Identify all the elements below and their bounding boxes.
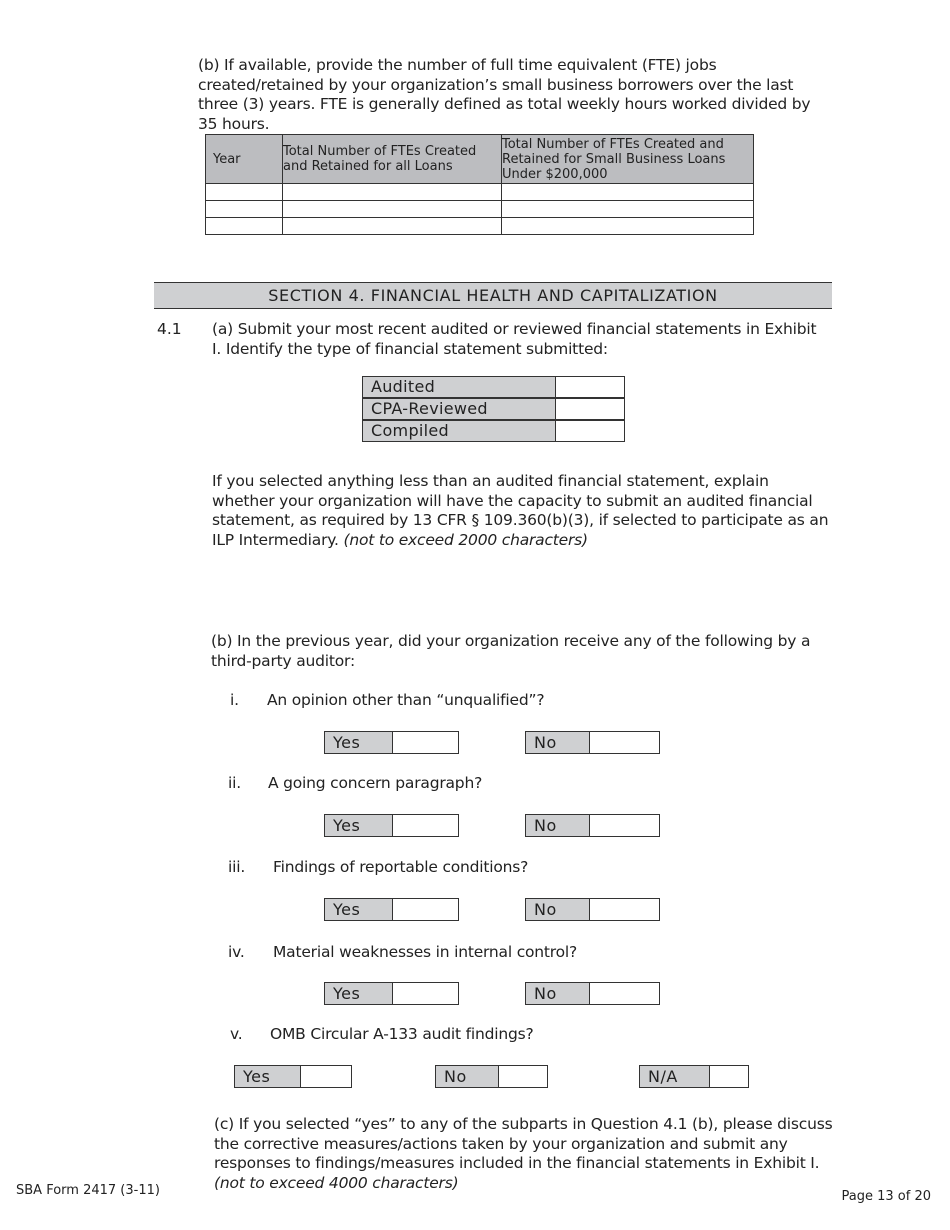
yes-checkbox[interactable] (301, 1065, 352, 1088)
no-label: No (525, 982, 590, 1005)
subpart-num: iii. (228, 858, 246, 876)
statement-type-cpa-reviewed (362, 398, 625, 420)
na-checkbox[interactable] (710, 1065, 749, 1088)
fte-cell-input[interactable] (206, 201, 283, 218)
table-row (206, 184, 754, 201)
fte-intro-text: (b) If available, provide the number of full time equivalent (FTE) jobs created/retained by your organization’s small business borrowers over the last three (3) years. FTE is generally defined as total weekly hours worked divided by 35 hours. (198, 56, 811, 133)
question-number: 4.1 (157, 320, 182, 338)
subpart-text: Material weaknesses in internal control? (273, 943, 578, 961)
yes-label: Yes (234, 1065, 301, 1088)
fte-header-small-loans: Total Number of FTEs Created and Retained for Small Business Loans Under $200,000 (502, 135, 754, 184)
fte-cell-input[interactable] (283, 184, 502, 201)
statement-type-compiled (362, 420, 625, 442)
fte-cell-input[interactable] (283, 218, 502, 235)
fte-cell-input[interactable] (283, 201, 502, 218)
fte-cell-input[interactable] (502, 184, 754, 201)
form-id: SBA Form 2417 (3-11) (16, 1183, 160, 1198)
no-label: No (525, 814, 590, 837)
na-label: N/A (639, 1065, 710, 1088)
cpa-reviewed-checkbox[interactable] (556, 398, 625, 420)
no-checkbox[interactable] (499, 1065, 548, 1088)
no-checkbox[interactable] (590, 898, 660, 921)
section-4-header: SECTION 4. FINANCIAL HEALTH AND CAPITALIZATION (154, 282, 832, 309)
subpart-num: v. (230, 1025, 243, 1043)
yes-checkbox[interactable] (393, 814, 459, 837)
subpart-num: iv. (228, 943, 245, 961)
yes-label: Yes (324, 731, 393, 754)
audited-checkbox[interactable] (556, 376, 625, 398)
subpart-num: ii. (228, 774, 241, 792)
subpart-text: OMB Circular A-133 audit findings? (270, 1025, 534, 1043)
fte-table-header-row (206, 135, 754, 184)
explain-body: If you selected anything less than an audited financial statement, explain whether your organization will have the capacity to submit an audited financial statement, as required by 13 CFR § 109.360(b)(3), if selected to participate as an ILP Intermediary. (212, 472, 829, 549)
explain-char-limit: (not to exceed 2000 characters) (343, 530, 588, 549)
q41a-explain-text (212, 472, 832, 550)
yes-label: Yes (324, 898, 393, 921)
yes-checkbox[interactable] (393, 898, 459, 921)
table-row (206, 201, 754, 218)
statement-type-label: Compiled (362, 420, 556, 442)
fte-cell-input[interactable] (206, 184, 283, 201)
q41c-body: (c) If you selected “yes” to any of the subparts in Question 4.1 (b), please discuss the corrective measures/actions taken by your organization and submit any responses to findings/measures included in the financial statements in Exhibit I. (214, 1115, 833, 1172)
no-checkbox[interactable] (590, 731, 660, 754)
statement-type-label: Audited (362, 376, 556, 398)
q41a-text: (a) Submit your most recent audited or reviewed financial statements in Exhibit I. Identify the type of financial statement submitted: (212, 320, 817, 358)
fte-cell-input[interactable] (502, 218, 754, 235)
yes-checkbox[interactable] (393, 731, 459, 754)
subpart-text: Findings of reportable conditions? (273, 858, 529, 876)
fte-header-year: Year (206, 135, 283, 184)
subpart-text: A going concern paragraph? (268, 774, 483, 792)
yes-checkbox[interactable] (393, 982, 459, 1005)
fte-cell-input[interactable] (502, 201, 754, 218)
page-number: Page 13 of 20 (841, 1189, 931, 1204)
compiled-checkbox[interactable] (556, 420, 625, 442)
yes-label: Yes (324, 982, 393, 1005)
subpart-num: i. (230, 691, 239, 709)
q41c-text (214, 1115, 834, 1193)
no-label: No (435, 1065, 499, 1088)
q41c-char-limit: (not to exceed 4000 characters) (214, 1173, 459, 1192)
no-checkbox[interactable] (590, 982, 660, 1005)
q41b-text: (b) In the previous year, did your organization receive any of the following by a third-party auditor: (211, 632, 811, 670)
subpart-text: An opinion other than “unqualified”? (267, 691, 545, 709)
fte-table (205, 134, 754, 235)
statement-type-label: CPA-Reviewed (362, 398, 556, 420)
table-row (206, 218, 754, 235)
no-label: No (525, 898, 590, 921)
no-label: No (525, 731, 590, 754)
fte-header-all-loans: Total Number of FTEs Created and Retained for all Loans (283, 135, 502, 184)
fte-cell-input[interactable] (206, 218, 283, 235)
no-checkbox[interactable] (590, 814, 660, 837)
yes-label: Yes (324, 814, 393, 837)
statement-type-audited (362, 376, 625, 398)
